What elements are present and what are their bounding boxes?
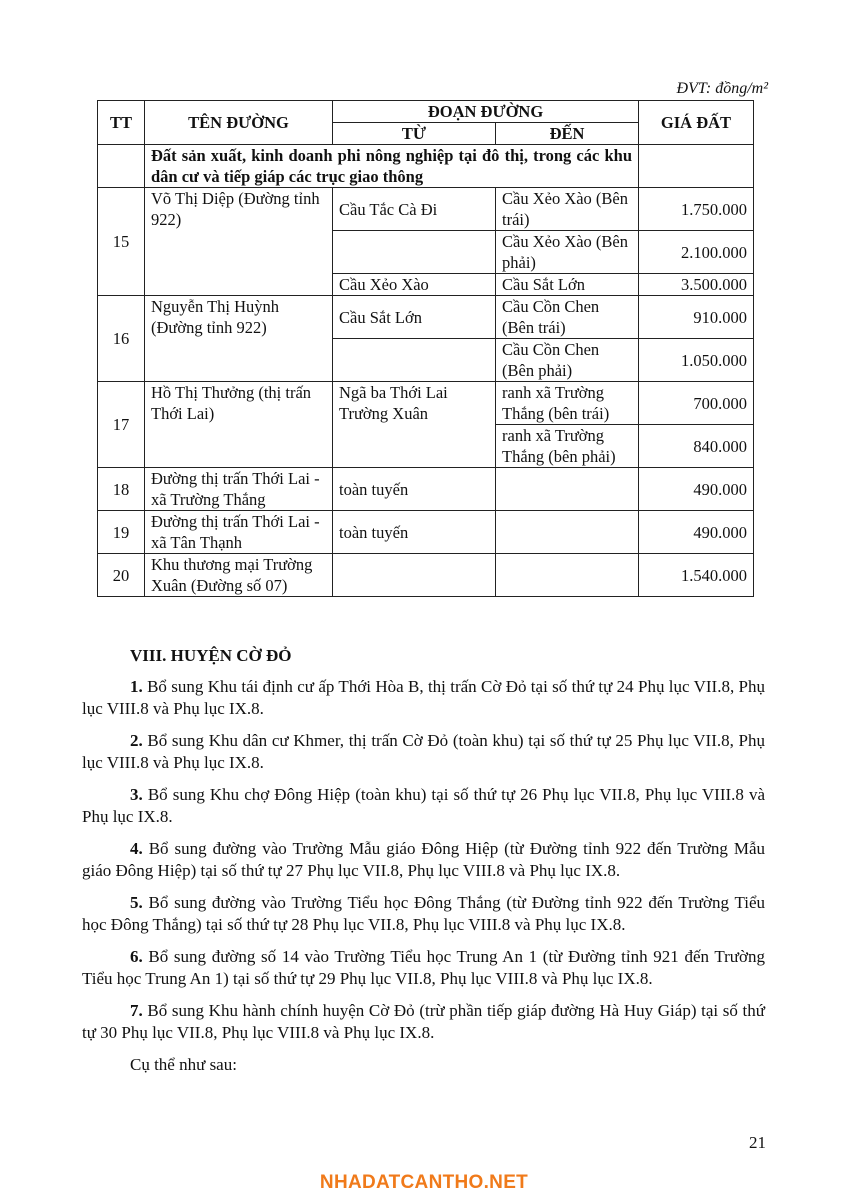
header-name: TÊN ĐƯỜNG bbox=[145, 101, 333, 145]
cell-to: Cầu Sắt Lớn bbox=[496, 274, 639, 296]
header-to: ĐẾN bbox=[496, 123, 639, 145]
list-item bbox=[82, 946, 765, 991]
header-segment: ĐOẠN ĐƯỜNG bbox=[333, 101, 639, 123]
cell-to bbox=[496, 468, 639, 511]
land-price-table bbox=[97, 100, 754, 597]
cell-from bbox=[333, 339, 496, 382]
table-row bbox=[98, 468, 754, 511]
cell-tt: 16 bbox=[98, 296, 145, 382]
cell-name: Nguyễn Thị Huỳnh (Đường tỉnh 922) bbox=[145, 296, 333, 382]
section-title: Đất sản xuất, kinh doanh phi nông nghiệp tại đô thị, trong các khu dân cư và tiếp giáp các trục giao thông bbox=[145, 145, 639, 188]
closing-text: Cụ thể như sau: bbox=[130, 1054, 237, 1074]
cell-from bbox=[333, 554, 496, 597]
cell-to: Cầu Xẻo Xào (Bên trái) bbox=[496, 188, 639, 231]
cell-tt: 17 bbox=[98, 382, 145, 468]
header-price: GIÁ ĐẤT bbox=[639, 101, 754, 145]
item-number: 5. bbox=[130, 892, 143, 912]
list-item bbox=[82, 892, 765, 937]
section-empty-cell bbox=[639, 145, 754, 188]
list-item bbox=[82, 1000, 765, 1045]
list-item bbox=[82, 676, 765, 721]
cell-to: Cầu Xẻo Xào (Bên phải) bbox=[496, 231, 639, 274]
item-text: Bổ sung Khu dân cư Khmer, thị trấn Cờ Đỏ (toàn khu) tại số thứ tự 25 Phụ lục VII.8, Phụ lục VIII.8 và Phụ lục IX.8. bbox=[82, 730, 766, 772]
cell-from bbox=[333, 231, 496, 274]
cell-tt: 18 bbox=[98, 468, 145, 511]
item-text: Bổ sung đường vào Trường Mẫu giáo Đông Hiệp (từ Đường tỉnh 922 đến Trường Mẫu giáo Đông Hiệp) tại số thứ tự 27 Phụ lục VII.8, Phụ lục VIII.8 và Phụ lục IX.8. bbox=[82, 838, 765, 880]
item-number: 2. bbox=[130, 730, 143, 750]
cell-from: toàn tuyến bbox=[333, 468, 496, 511]
item-number: 3. bbox=[130, 784, 143, 804]
cell-to bbox=[496, 554, 639, 597]
cell-name: Võ Thị Diệp (Đường tỉnh 922) bbox=[145, 188, 333, 296]
header-tt: TT bbox=[98, 101, 145, 145]
cell-to bbox=[496, 511, 639, 554]
table-header-row bbox=[98, 101, 754, 123]
table-row bbox=[98, 382, 754, 425]
cell-name: Hồ Thị Thưởng (thị trấn Thới Lai) bbox=[145, 382, 333, 468]
table-row bbox=[98, 188, 754, 231]
item-text: Bổ sung Khu tái định cư ấp Thới Hòa B, thị trấn Cờ Đỏ tại số thứ tự 24 Phụ lục VII.8, Phụ lục VIII.8 và Phụ lục IX.8. bbox=[82, 676, 765, 718]
section-empty-cell bbox=[98, 145, 145, 188]
item-number: 7. bbox=[130, 1000, 143, 1020]
cell-from: Cầu Tắc Cà Đi bbox=[333, 188, 496, 231]
cell-name: Đường thị trấn Thới Lai - xã Tân Thạnh bbox=[145, 511, 333, 554]
cell-tt: 15 bbox=[98, 188, 145, 296]
footer-watermark: NHADATCANTHO.NET bbox=[319, 1172, 529, 1193]
cell-to: ranh xã Trường Thắng (bên phải) bbox=[496, 425, 639, 468]
list-item bbox=[82, 784, 765, 829]
list-item bbox=[82, 730, 765, 775]
cell-from: Cầu Xẻo Xào bbox=[333, 274, 496, 296]
cell-from: toàn tuyến bbox=[333, 511, 496, 554]
cell-price: 700.000 bbox=[639, 382, 754, 425]
cell-tt: 20 bbox=[98, 554, 145, 597]
cell-price: 2.100.000 bbox=[639, 231, 754, 274]
item-number: 6. bbox=[130, 946, 143, 966]
cell-price: 1.750.000 bbox=[639, 188, 754, 231]
table-row bbox=[98, 296, 754, 339]
page-number: 21 bbox=[749, 1133, 766, 1152]
cell-to: Cầu Cồn Chen (Bên phải) bbox=[496, 339, 639, 382]
cell-price: 910.000 bbox=[639, 296, 754, 339]
cell-to: ranh xã Trường Thắng (bên trái) bbox=[496, 382, 639, 425]
header-from: TỪ bbox=[333, 123, 496, 145]
cell-name: Khu thương mại Trường Xuân (Đường số 07) bbox=[145, 554, 333, 597]
item-number: 1. bbox=[130, 676, 143, 696]
cell-price: 3.500.000 bbox=[639, 274, 754, 296]
cell-price: 1.540.000 bbox=[639, 554, 754, 597]
item-text: Bổ sung Khu chợ Đông Hiệp (toàn khu) tại số thứ tự 26 Phụ lục VII.8, Phụ lục VIII.8 và Phụ lục IX.8. bbox=[82, 784, 765, 826]
item-text: Bổ sung đường vào Trường Tiểu học Đông Thắng (từ Đường tỉnh 922 đến Trường Tiểu học Đông Thắng) tại số thứ tự 28 Phụ lục VII.8, Phụ lục VIII.8 và Phụ lục IX.8. bbox=[82, 892, 766, 934]
item-text: Bổ sung Khu hành chính huyện Cờ Đỏ (trừ phần tiếp giáp đường Hà Huy Giáp) tại số thứ tự 30 Phụ lục VII.8, Phụ lục VIII.8 và Phụ lục IX.8. bbox=[82, 1000, 765, 1042]
table-section-row bbox=[98, 145, 754, 188]
cell-price: 490.000 bbox=[639, 468, 754, 511]
list-item bbox=[82, 838, 765, 883]
cell-price: 1.050.000 bbox=[639, 339, 754, 382]
cell-from: Cầu Sắt Lớn bbox=[333, 296, 496, 339]
cell-from: Ngã ba Thới Lai Trường Xuân bbox=[333, 382, 496, 468]
item-text: Bổ sung đường số 14 vào Trường Tiểu học Trung An 1 (từ Đường tỉnh 921 đến Trường Tiểu học Trung An 1) tại số thứ tự 29 Phụ lục VII.8, Phụ lục VIII.8 và Phụ lục IX.8. bbox=[82, 946, 766, 988]
table-row bbox=[98, 511, 754, 554]
unit-note: ĐVT: đồng/m² bbox=[676, 80, 768, 97]
cell-name: Đường thị trấn Thới Lai - xã Trường Thắng bbox=[145, 468, 333, 511]
cell-price: 840.000 bbox=[639, 425, 754, 468]
document-body bbox=[82, 645, 765, 1076]
item-number: 4. bbox=[130, 838, 143, 858]
cell-price: 490.000 bbox=[639, 511, 754, 554]
cell-tt: 19 bbox=[98, 511, 145, 554]
table-row bbox=[98, 554, 754, 597]
cell-to: Cầu Cồn Chen (Bên trái) bbox=[496, 296, 639, 339]
section-heading: VIII. HUYỆN CỜ ĐỎ bbox=[130, 646, 292, 665]
